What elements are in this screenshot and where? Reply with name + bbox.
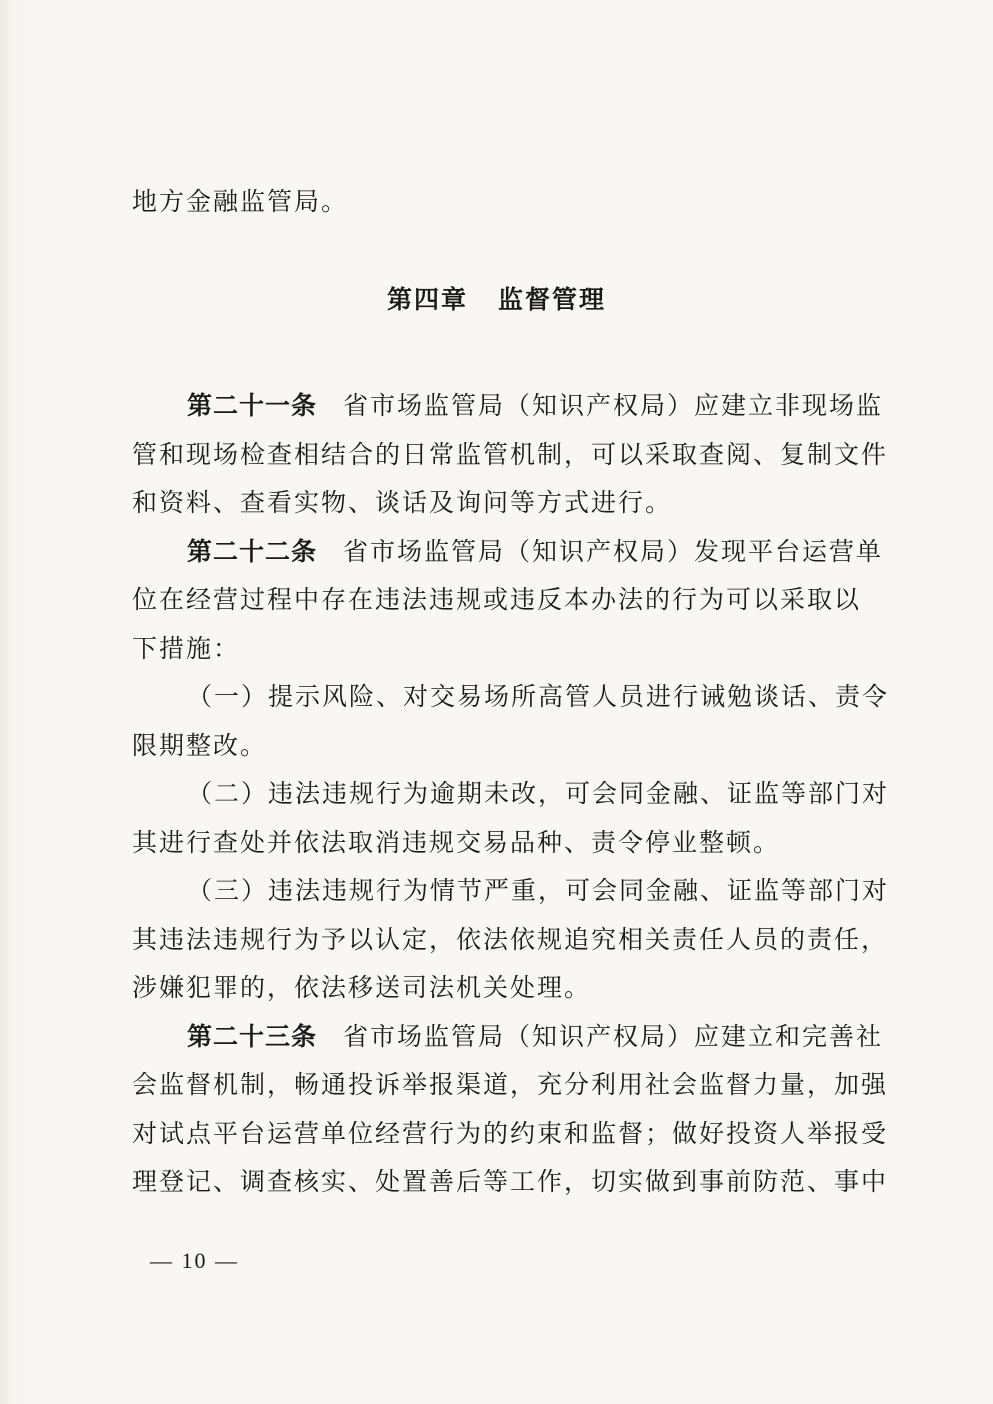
- chapter-title: 监督管理: [498, 285, 607, 314]
- body-line: 省市场监管局（知识产权局）应建立非现场监: [343, 391, 884, 420]
- article-block: [132, 382, 890, 1207]
- body-line: 其进行查处并依法取消违规交易品种、责令停业整顿。: [132, 827, 781, 857]
- article-22-heading: 第二十二条: [187, 536, 318, 566]
- body-line: 地方金融监管局。: [132, 187, 349, 216]
- body-line: 限期整改。: [132, 730, 268, 760]
- chapter-number: 第四章: [386, 285, 468, 314]
- article-22-first-line: [132, 528, 884, 577]
- body-line: 理登记、调查核实、处置善后等工作，切实做到事前防范、事中: [132, 1167, 889, 1196]
- body-line: 省市场监管局（知识产权局）应建立和完善社: [343, 1021, 884, 1051]
- body-line: 和资料、查看实物、谈话及询问等方式进行。: [132, 488, 673, 517]
- item-3-line: （三）违法违规行为情节严重，可会同金融、证监等部门对: [187, 876, 890, 905]
- body-line: 管和现场检查相结合的日常监管机制，可以采取查阅、复制文件: [132, 439, 889, 469]
- body-line: 位在经营过程中存在违法违规或违反本办法的行为可以采取以: [132, 585, 862, 614]
- body-line: 其违法违规行为予以认定，依法依规追究相关责任人员的责任，: [132, 924, 889, 954]
- continuation-text: [132, 178, 862, 227]
- article-21-first-line: [132, 382, 884, 431]
- article-23-first-line: [132, 1013, 884, 1062]
- body-line: 涉嫌犯罪的，依法移送司法机关处理。: [132, 973, 592, 1002]
- body-line: 省市场监管局（知识产权局）发现平台运营单: [343, 536, 884, 566]
- article-21-heading: 第二十一条: [187, 391, 318, 420]
- body-line: 下措施：: [132, 633, 241, 663]
- chapter-heading: [0, 280, 993, 316]
- item-2-line: （二）违法违规行为逾期未改，可会同金融、证监等部门对: [187, 779, 890, 808]
- body-line: 会监督机制，畅通投诉举报渠道，充分利用社会监督力量，加强: [132, 1070, 889, 1099]
- page-number: — 10 —: [150, 1248, 239, 1273]
- item-1-line: （一）提示风险、对交易场所高管人员进行诫勉谈话、责令: [187, 682, 890, 711]
- body-line: 对试点平台运营单位经营行为的约束和监督；做好投资人举报受: [132, 1118, 889, 1148]
- article-23-heading: 第二十三条: [187, 1021, 318, 1051]
